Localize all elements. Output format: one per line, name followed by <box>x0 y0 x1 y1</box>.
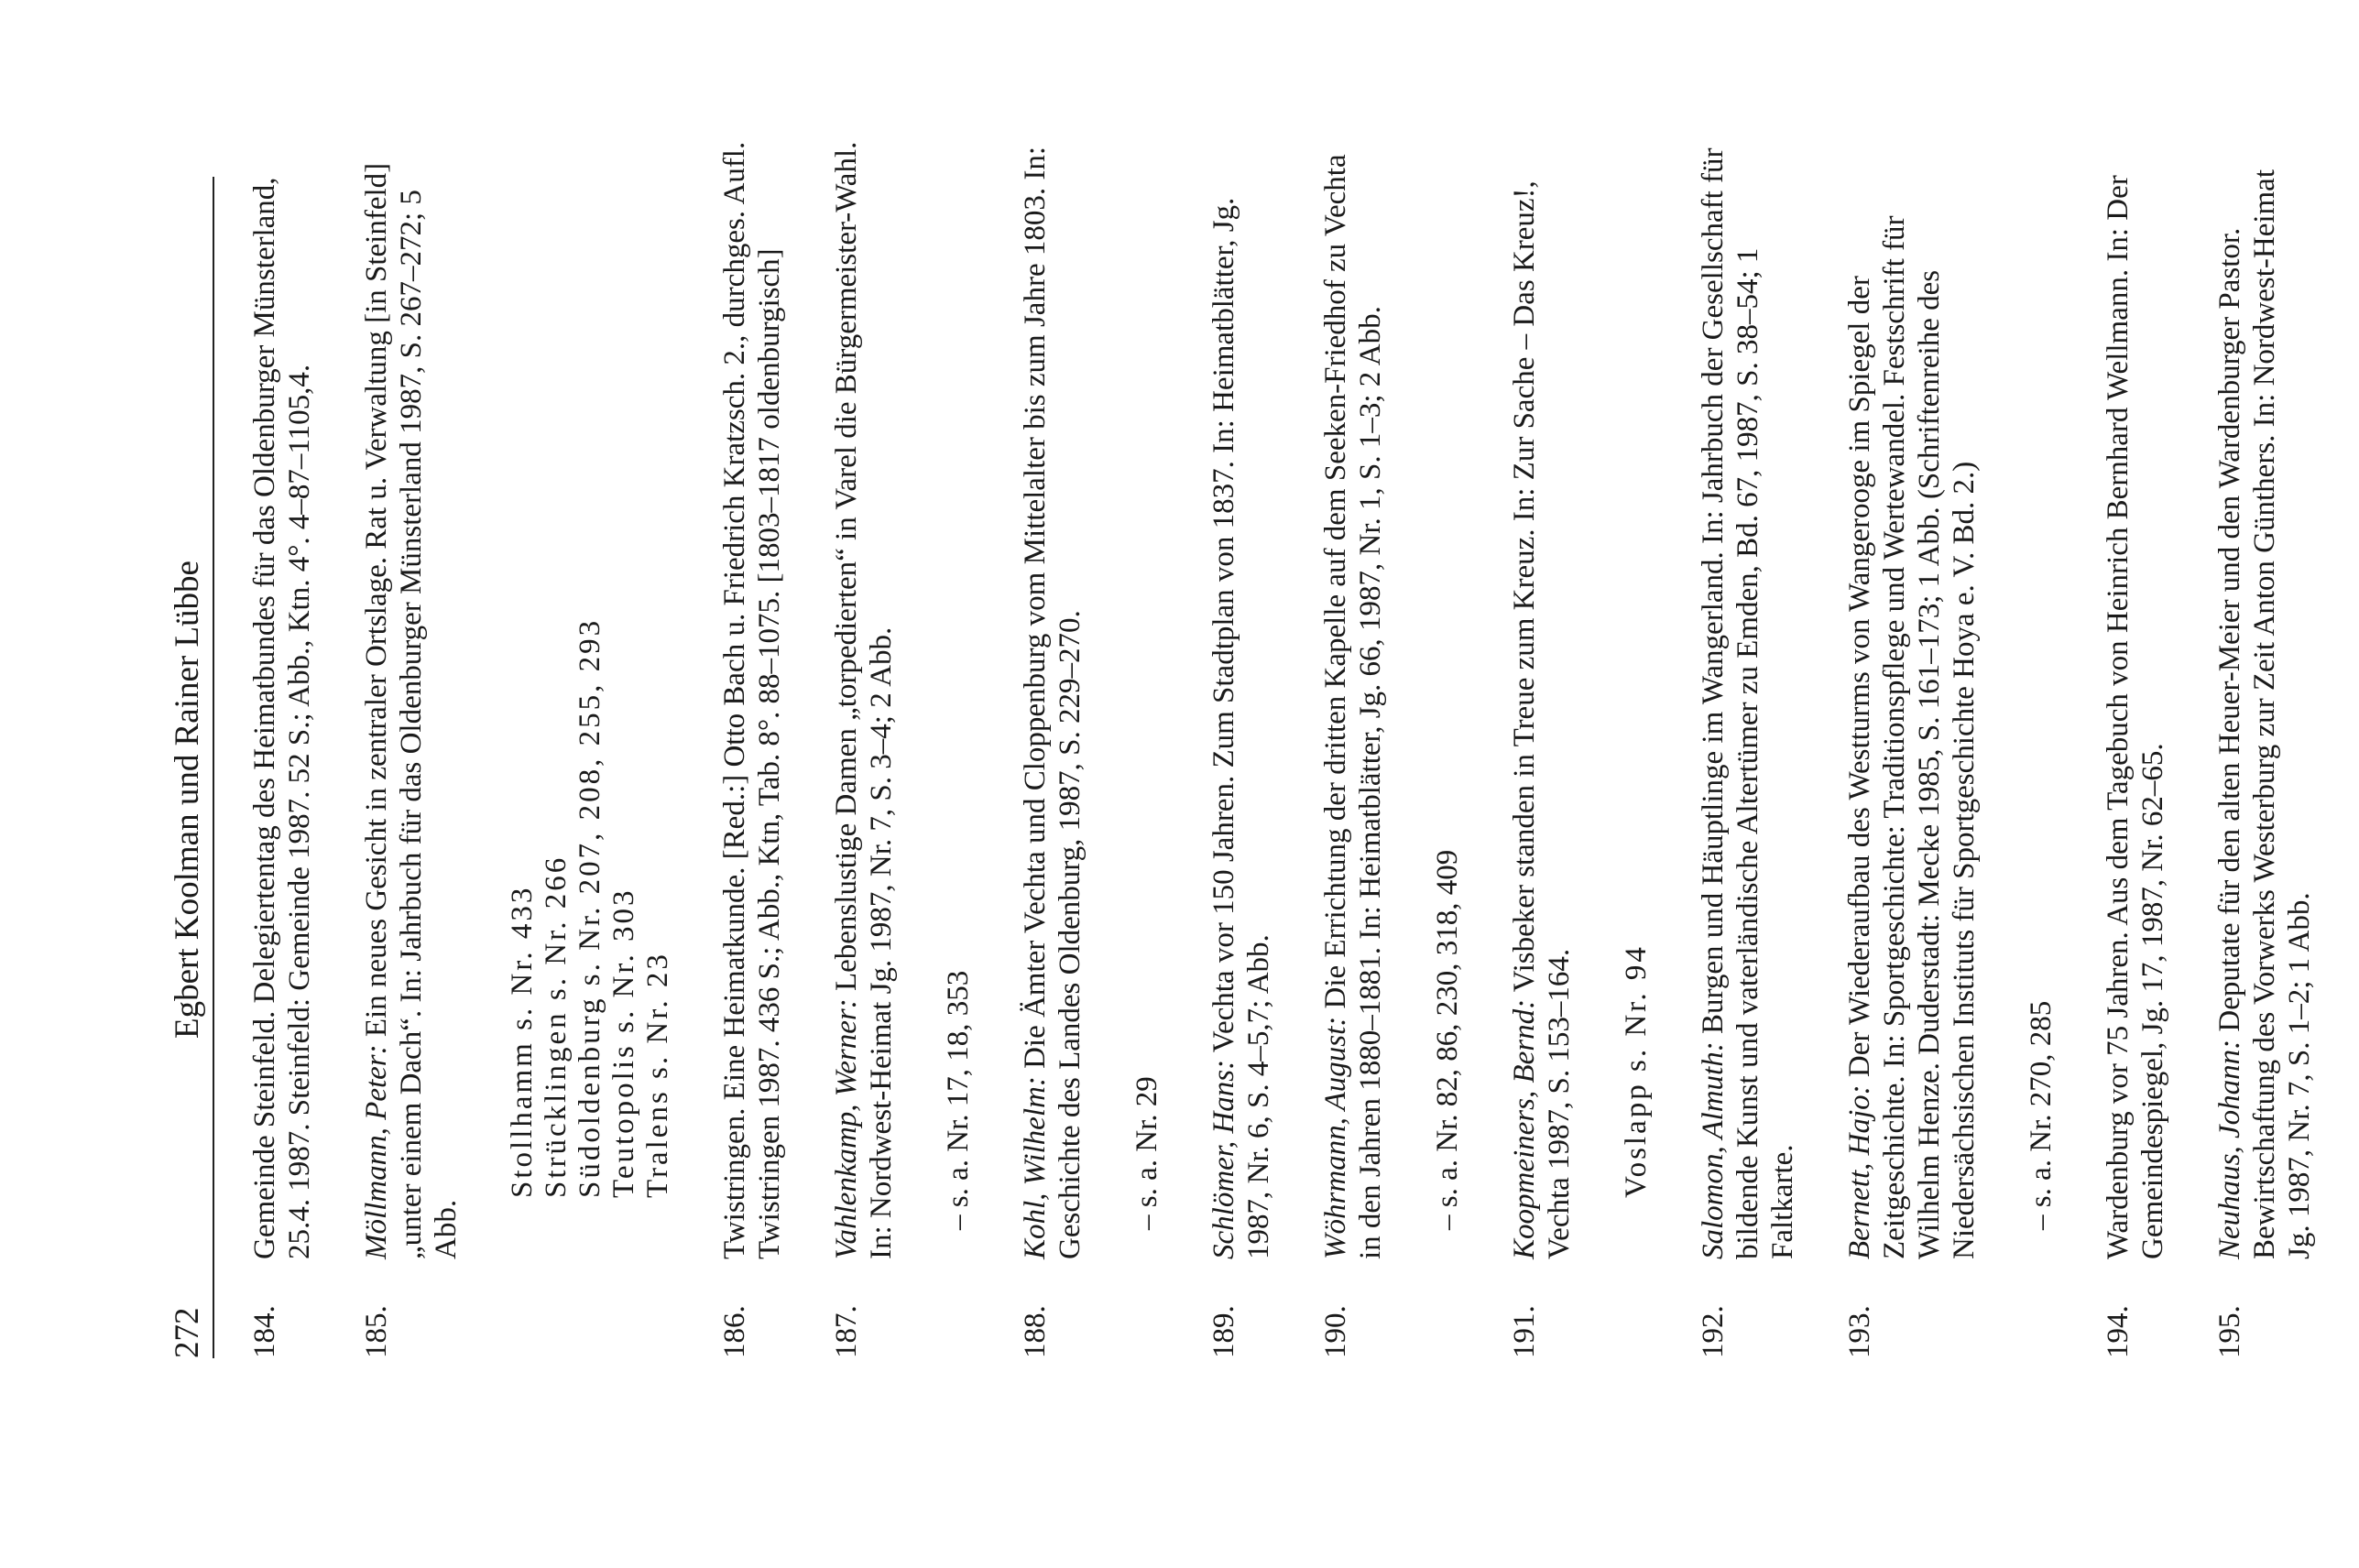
bibliography-entry <box>1018 140 1087 1358</box>
entry-text <box>359 140 464 1259</box>
bibliography-entry <box>1507 140 1577 1358</box>
entry-author: Salomon, Almuth: <box>1697 1041 1730 1259</box>
see-also-reference: – s. a. Nr. 29 <box>1130 1076 1163 1230</box>
bibliography-entry <box>829 140 899 1358</box>
entry-author: Möllmann, Peter: <box>360 1044 393 1259</box>
entry-citation: Visbeker standen in Treue zum Kreuz. In: Zur Sache – Das Kreuz!, Vechta 1987, S. 153–164. <box>1508 180 1576 1259</box>
entry-text <box>717 140 787 1259</box>
bibliography-list <box>247 140 2359 1358</box>
bibliography-entry <box>2212 140 2317 1358</box>
entry-author: Schlömer, Hans: <box>1207 1059 1240 1259</box>
entry-text <box>829 140 899 1259</box>
entry-text <box>2101 140 2170 1259</box>
entry-text <box>1507 140 1577 1259</box>
entry-text <box>1018 140 1087 1259</box>
entry-citation: Ein neues Gesicht in zentraler Ortslage. Rat u. Verwaltung [in Steinfeld] „unter einem Dach“. In: Jahrbuch für das Oldenburger Münsterland 1987, S. 267–272; 5 Abb. <box>360 162 463 1259</box>
entry-text <box>1842 140 1982 1259</box>
entry-citation: Wardenburg vor 75 Jahren. Aus dem Tagebuch von Heinrich Bernhard Wellmann. In: Der Gemeindespiegel, Jg. 17, 1987, Nr. 62–65. <box>2102 175 2169 1259</box>
entry-author: Vahlenkamp, Werner: <box>830 998 863 1259</box>
entry-text <box>1696 140 1800 1259</box>
entry-number: 195. <box>2213 1305 2246 1358</box>
entry-author: Bernett, Hajo: <box>1843 1084 1876 1259</box>
entry-citation: Die Ämter Vechta und Cloppenburg vom Mittelalter bis zum Jahre 1803. In: Geschichte des Landes Oldenburg, 1987, S. 229–270. <box>1019 147 1087 1259</box>
entry-author: Wöhrmann, August: <box>1319 1016 1352 1259</box>
page-number: 272 <box>169 1307 206 1358</box>
entry-number: 184. <box>248 1305 281 1358</box>
entry-number: 192. <box>1697 1305 1730 1358</box>
header-rule <box>213 177 214 1358</box>
entry-citation: Deputate für den alten Heuer-Meier und den Wardenburger Pastor. Bewirtschaftung des Vorwerks Westerburg zur Zeit Anton Günthers. In: Nordwest-Heimat Jg. 1987, Nr. 7, S. 1–2; 1 Abb. <box>2213 169 2316 1259</box>
entry-author: Koopmeiners, Bernd: <box>1508 998 1541 1259</box>
entry-author: Kohl, Wilhelm: <box>1019 1076 1052 1259</box>
entry-text <box>247 140 317 1259</box>
bibliography-entry <box>1207 140 1276 1358</box>
entry-number: 191. <box>1508 1305 1541 1358</box>
entry-citation: Der Wiederaufbau des Westturms von Wangerooge im Spiegel der Zeitgeschichte. In: Sportgeschichte: Traditionspflege und Wertewandel. Festschrift für Wilhelm Henze. Duderstadt: Mecke 1985, S. 161–173; 1 Abb. (Schriftenreihe des Niedersächsischen Instituts für Sportgeschichte Hoya e. V. Bd. 2.) <box>1843 215 1981 1259</box>
place-cross-reference: Tralens s. Nr. 23 <box>641 952 674 1198</box>
entry-author: Neuhaus, Johann: <box>2213 1039 2246 1259</box>
running-head-title: Egbert Koolman und Rainer Lübbe <box>169 561 206 1039</box>
entry-citation: Twistringen. Eine Heimatkunde. [Red.:] Otto Bach u. Friedrich Kratzsch. 2., durchges. Aufl. Twistringen 1987. 436 S.; Abb., Ktn, Tab. 8°. 88–1075. [1803–1817 oldenburgisch] <box>718 141 786 1259</box>
entry-number: 193. <box>1843 1305 1876 1358</box>
bibliography-entry <box>1318 140 1388 1358</box>
entry-text <box>1318 140 1388 1259</box>
see-also-reference: – s. a. Nr. 17, 18, 353 <box>942 970 975 1230</box>
entry-text <box>1207 140 1276 1259</box>
place-cross-reference-group <box>506 140 675 1358</box>
place-cross-reference: Stollhamm s. Nr. 433 <box>506 885 539 1198</box>
entry-citation: Lebenslustige Damen „torpedierten“ in Varel die Bürgermeister-Wahl. In: Nordwest-Heimat Jg. 1987, Nr. 7, S. 3–4; 2 Abb. <box>830 141 898 1259</box>
bibliography-entry <box>247 140 317 1358</box>
entry-number: 185. <box>360 1305 393 1358</box>
entry-text <box>2212 140 2317 1259</box>
bibliography-entry <box>717 140 787 1358</box>
place-cross-reference: Südoldenburg s. Nr. 207, 208, 255, 293 <box>573 617 606 1198</box>
bibliography-entry <box>1842 140 1982 1358</box>
entry-citation: Die Errichtung der dritten Kapelle auf dem Seeken-Friedhof zu Vechta in den Jahren 1880–1881. In: Heimatblätter, Jg. 66, 1987, Nr. 1, S. 1–3; 2 Abb. <box>1319 154 1387 1259</box>
place-cross-reference: Voslapp s. Nr. 94 <box>1620 944 1653 1198</box>
entry-number: 186. <box>718 1305 751 1358</box>
entry-number: 188. <box>1019 1305 1052 1358</box>
entry-citation: Vechta vor 150 Jahren. Zum Stadtplan von 1837. In: Heimatblätter, Jg. 1987, Nr. 6, S. 4–5,7; Abb. <box>1207 197 1275 1259</box>
see-also-reference: – s. a. Nr. 270, 285 <box>2025 1000 2058 1230</box>
entry-number: 189. <box>1207 1305 1240 1358</box>
bibliography-entry <box>2101 140 2170 1358</box>
see-also-reference: – s. a. Nr. 82, 86, 230, 318, 409 <box>1431 849 1464 1230</box>
place-cross-reference: Teutopolis s. Nr. 303 <box>607 887 640 1198</box>
entry-number: 187. <box>830 1305 863 1358</box>
entry-citation: Gemeinde Steinfeld. Delegiertentag des Heimatbundes für das Oldenburger Münsterland, 25.4. 1987. Steinfeld: Gemeinde 1987. 52 S.; Abb., Ktn. 4°. 4–87–1105,4. <box>248 177 316 1259</box>
bibliography-entry <box>1696 140 1800 1358</box>
bibliography-entry <box>359 140 464 1358</box>
entry-citation: Burgen und Häuptlinge im Wangerland. In: Jahrbuch der Gesellschaft für bildende Kunst und vaterländische Altertümer zu Emden, Bd. 67, 1987, S. 38–54; 1 Faltkarte. <box>1697 147 1799 1259</box>
entry-number: 190. <box>1319 1305 1352 1358</box>
entry-number: 194. <box>2102 1305 2135 1358</box>
place-cross-reference: Strücklingen s. Nr. 266 <box>540 855 573 1198</box>
